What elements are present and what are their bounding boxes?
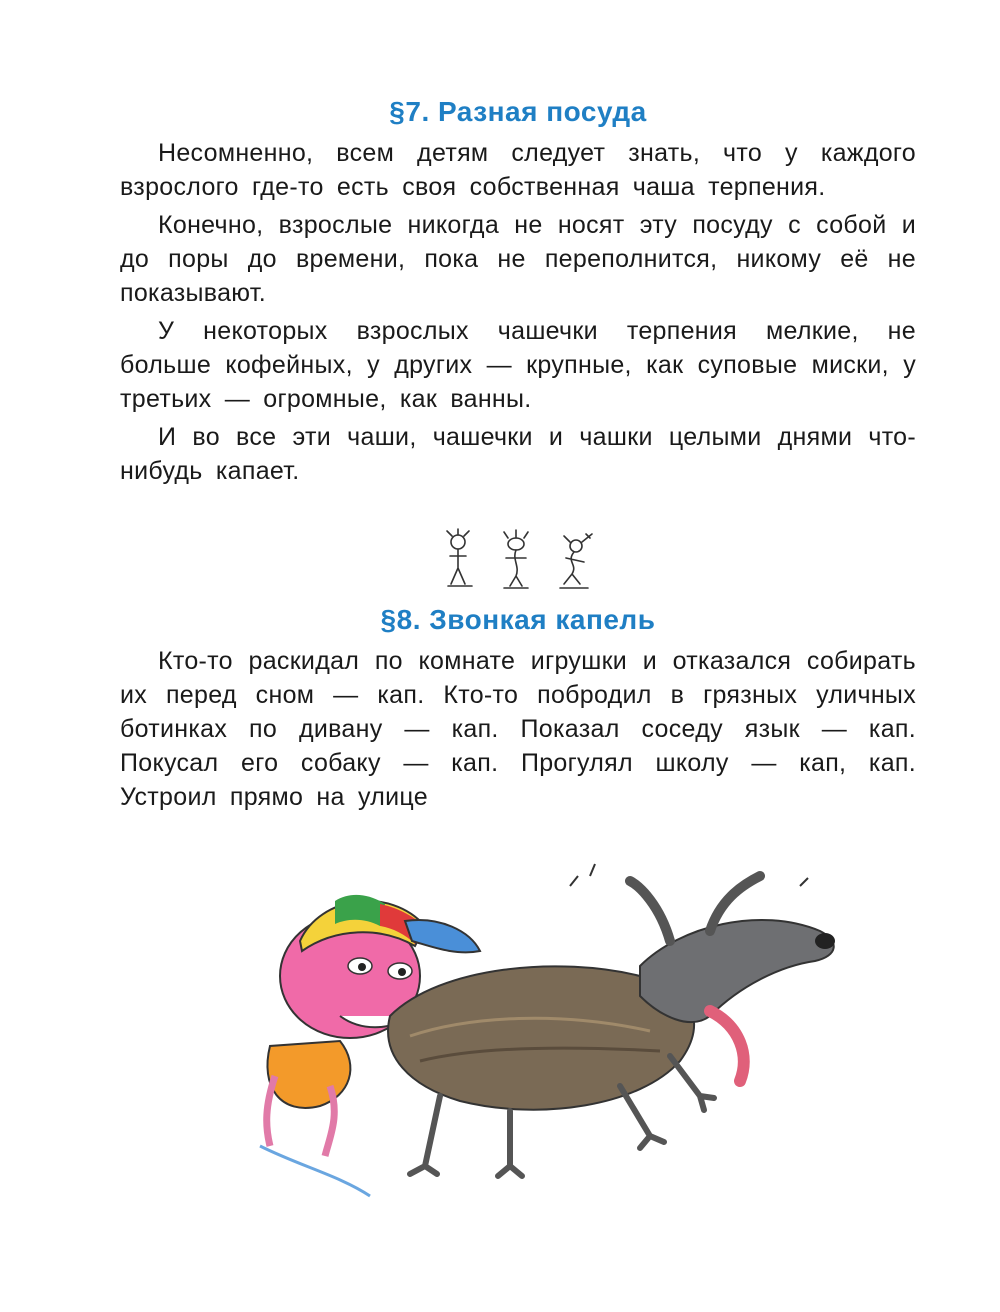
section-7-paragraph-4: И во все эти чаши, чашечки и чашки целыми днями что-нибудь капает. [120,423,916,485]
boy-and-dog-illustration-icon [240,846,860,1206]
section-8-paragraph-1: Кто-то раскидал по комнате игрушки и отказался собирать их перед сном — кап. Кто-то побродил в грязных уличных ботинках по дивану — кап. Показал соседу язык — кап. Покусал его собаку — кап. Прогулял школу — кап, кап. Устроил прямо на улице [120,647,916,811]
section-7-paragraph-1: Несомненно, всем детям следует знать, что у каждого взрослого где-то есть своя собственная чаша терпения. [120,139,916,201]
section-divider-ornament-icon [120,524,916,594]
section-8-title: §8. Звонкая капель [380,604,656,635]
page-content [120,96,916,818]
section-7-title: §7. Разная посуда [389,96,647,127]
section-7-paragraph-2: Конечно, взрослые никогда не носят эту посуду с собой и до поры до времени, пока не переполнится, никому её не показывают. [120,211,916,307]
section-7-paragraph-3: У некоторых взрослых чашечки терпения мелкие, не больше кофейных, у других — крупные, как суповые миски, у третьих — огромные, как ванны. [120,317,916,413]
